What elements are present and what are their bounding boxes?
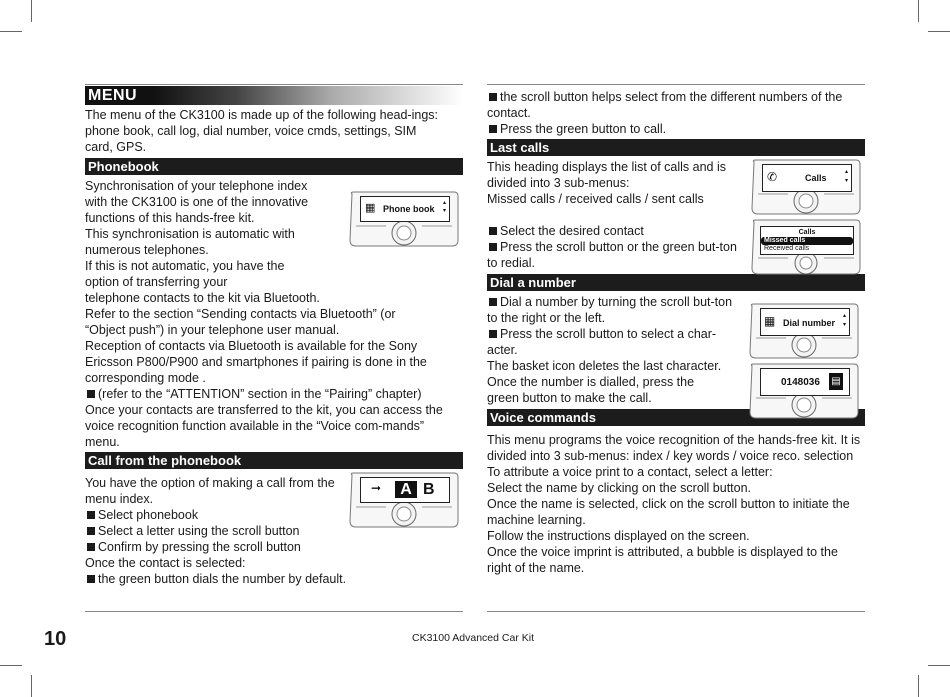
- last-calls-submenus: Missed calls / received calls / sent calls: [487, 192, 704, 206]
- keypad-icon: ▦: [764, 314, 776, 328]
- lcd-calls-label: Calls: [805, 173, 827, 183]
- scroll-arrows-icon: ▴ ▾: [842, 313, 846, 328]
- lcd-list-item: Received calls: [764, 245, 810, 252]
- column-rule: [85, 611, 463, 612]
- phonebook-line: If this is not automatic, you have the: [85, 259, 285, 273]
- call-bullet: Select a letter using the scroll button: [85, 523, 463, 539]
- lcd-list-item-selected: Missed calls: [761, 237, 853, 245]
- lcd-screen: [760, 226, 854, 255]
- crop-mark: [0, 31, 22, 32]
- scroll-arrows-icon: ▴ ▾: [442, 200, 446, 214]
- kit-illustration-dial: [748, 302, 860, 360]
- last-calls-bullet: Select the desired contact: [487, 223, 865, 239]
- lcd-screen: [360, 196, 450, 222]
- voice-para: This menu programs the voice recognition of the hands-free kit. It is divided into 3 sub-menus: index / key words / voice reco. selection: [487, 433, 861, 463]
- basket-icon: ▤: [829, 373, 843, 390]
- green-button-bullet: Press the green button to call.: [487, 121, 865, 137]
- lcd-letter-selected: A: [395, 481, 417, 498]
- lcd-screen: [360, 477, 450, 503]
- kit-illustration-calls: [750, 158, 862, 216]
- phonebook-heading: Phonebook: [85, 158, 463, 175]
- voice-para: Once the name is selected, click on the scroll button to initiate the machine learning.: [487, 497, 850, 527]
- voice-commands-heading: Voice commands: [487, 409, 865, 426]
- last-calls-bullet: Press the scroll button or the green but-ton to redial.: [487, 239, 742, 271]
- voice-para: Once the voice imprint is attributed, a bubble is displayed to the right of the name.: [487, 545, 838, 575]
- arrow-right-icon: ➞: [371, 481, 382, 495]
- lcd-letter: B: [423, 481, 435, 498]
- dial-bullet: Dial a number by turning the scroll but-ton to the right or the left.: [487, 294, 739, 326]
- call-bullet: Confirm by pressing the scroll button: [85, 539, 463, 555]
- call-from-phonebook-heading: Call from the phonebook: [85, 452, 463, 469]
- call-once-text: Once the contact is selected:: [85, 556, 246, 570]
- last-calls-heading: Last calls: [487, 139, 865, 156]
- lcd-dial-number-label: Dial number: [783, 318, 836, 328]
- phonebook-line: with the CK3100 is one of the innovative: [85, 195, 309, 209]
- lcd-list-title: Calls: [798, 229, 816, 236]
- last-calls-para: This heading displays the list of calls and is divided into 3 sub-menus:: [487, 160, 727, 190]
- book-icon: ▦: [365, 202, 376, 214]
- phonebook-line: functions of this hands-free kit.: [85, 211, 255, 225]
- crop-mark: [928, 665, 950, 666]
- phonebook-line: This synchronisation is automatic with: [85, 227, 295, 241]
- lcd-screen: [762, 164, 852, 192]
- phonebook-line: numerous telephones.: [85, 243, 209, 257]
- lcd-screen: [760, 308, 850, 336]
- kit-illustration-call-list: [750, 218, 862, 276]
- dial-para: The basket icon deletes the last character.: [487, 359, 722, 373]
- voice-para: Select the name by clicking on the scroll button.: [487, 481, 752, 495]
- kit-illustration-number: [748, 362, 860, 420]
- phonebook-para: Refer to the section “Sending contacts via Bluetooth” (or “Object push”) in your telephone user manual.: [85, 307, 396, 337]
- voice-para: Follow the instructions displayed on the screen.: [487, 529, 750, 543]
- crop-mark: [31, 0, 32, 22]
- crop-mark: [918, 675, 919, 697]
- dial-bullet: Press the scroll button to select a char-acter.: [487, 326, 732, 358]
- scroll-bullet: the scroll button helps select from the different numbers of the contact.: [487, 89, 859, 121]
- column-rule: [85, 84, 463, 85]
- phonebook-bullet: (refer to the “ATTENTION” section in the “Pairing” chapter): [85, 386, 463, 402]
- phonebook-para: Reception of contacts via Bluetooth is available for the Sony Ericsson P800/P900 and smartphones if pairing is done in the corresponding mode .: [85, 339, 427, 385]
- dial-para: Once the number is dialled, press the green button to make the call.: [487, 375, 695, 405]
- crop-mark: [0, 665, 22, 666]
- column-rule: [487, 611, 865, 612]
- lcd-dialed-number: 0148036: [781, 377, 820, 388]
- footer-title: CK3100 Advanced Car Kit: [412, 632, 534, 644]
- menu-title: MENU: [85, 86, 463, 105]
- lcd-phone-book-label: Phone book: [383, 204, 435, 214]
- phone-icon: ✆: [767, 170, 778, 184]
- scroll-arrows-icon: ▴ ▾: [844, 169, 848, 184]
- lcd-screen: [760, 368, 850, 396]
- phonebook-para: Once your contacts are transferred to the kit, you can access the voice recognition function available in the “Voice com-mands” menu.: [85, 403, 443, 449]
- crop-mark: [928, 31, 950, 32]
- voice-para: To attribute a voice print to a contact, select a letter:: [487, 465, 773, 479]
- kit-illustration-phonebook: [348, 190, 460, 248]
- crop-mark: [31, 675, 32, 697]
- phonebook-line: option of transferring your: [85, 275, 228, 289]
- page-number: 10: [44, 628, 67, 650]
- phonebook-line: Synchronisation of your telephone index: [85, 179, 308, 193]
- phonebook-line: telephone contacts to the kit via Bluetooth.: [85, 291, 320, 305]
- dial-number-heading: Dial a number: [487, 274, 865, 291]
- call-intro: You have the option of making a call from the menu index.: [85, 476, 335, 506]
- kit-illustration-letters: [348, 471, 460, 529]
- crop-mark: [918, 0, 919, 22]
- call-bullet: Select phonebook: [85, 507, 463, 523]
- menu-intro: The menu of the CK3100 is made up of the following head-ings: phone book, call log, dial number, voice cmds, settings, SIM card, GPS.: [85, 108, 438, 154]
- column-rule: [487, 84, 865, 85]
- call-final-bullet: the green button dials the number by default.: [85, 571, 463, 587]
